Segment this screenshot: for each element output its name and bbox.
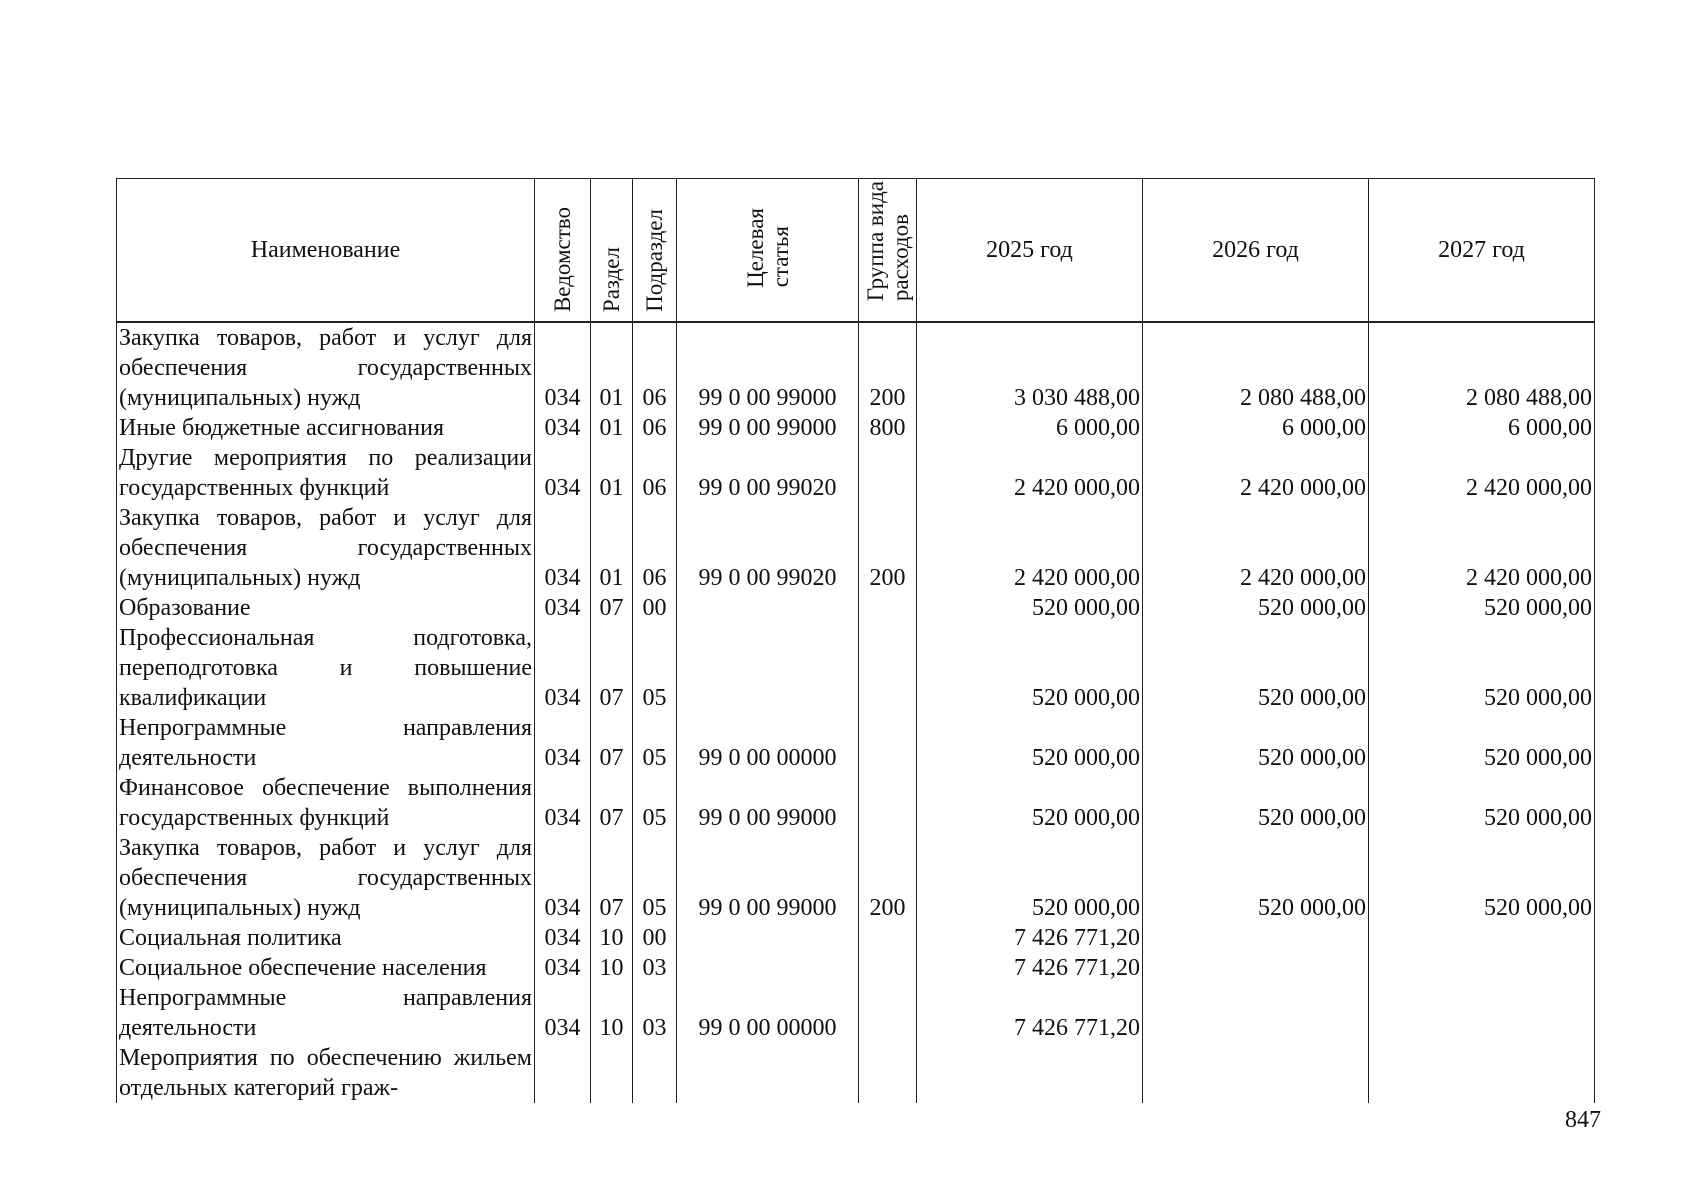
- header-row: [117, 179, 1595, 323]
- cell-name: Закупка товаров, работ и услуг для обеспечения государственных (муниципальных) нужд: [117, 322, 535, 413]
- cell-subsection: 05: [633, 773, 677, 833]
- cell-2027: 520 000,00: [1369, 593, 1595, 623]
- cell-section: 10: [591, 923, 633, 953]
- cell-expense-group: [859, 953, 917, 983]
- header-2026: 2026 год: [1143, 179, 1369, 323]
- cell-2027: 2 420 000,00: [1369, 443, 1595, 503]
- cell-target-article: [677, 923, 859, 953]
- cell-expense-group: [859, 623, 917, 713]
- header-expense-group: Группа видарасходов: [859, 179, 917, 323]
- cell-2025: 7 426 771,20: [917, 923, 1143, 953]
- cell-subsection: 05: [633, 833, 677, 923]
- cell-2026: [1143, 953, 1369, 983]
- cell-name: Профессиональная подготовка, переподготовка и повышение квалификации: [117, 623, 535, 713]
- header-name: Наименование: [117, 179, 535, 323]
- cell-section: 10: [591, 953, 633, 983]
- page-number: 847: [1565, 1107, 1601, 1133]
- cell-2025: 520 000,00: [917, 713, 1143, 773]
- cell-target-article: [677, 623, 859, 713]
- cell-subsection: 03: [633, 953, 677, 983]
- cell-2027: 2 420 000,00: [1369, 503, 1595, 593]
- table-row: [117, 593, 1595, 623]
- budget-table: [116, 178, 1595, 1103]
- cell-subsection: [633, 1043, 677, 1103]
- cell-department: 034: [535, 713, 591, 773]
- cell-name: Непрограммные направления деятельности: [117, 983, 535, 1043]
- cell-section: 01: [591, 443, 633, 503]
- cell-expense-group: [859, 983, 917, 1043]
- cell-2026: [1143, 923, 1369, 953]
- cell-2026: 6 000,00: [1143, 413, 1369, 443]
- cell-subsection: 06: [633, 443, 677, 503]
- header-section: Раздел: [591, 179, 633, 323]
- cell-expense-group: [859, 593, 917, 623]
- table-row: [117, 713, 1595, 773]
- cell-2025: 2 420 000,00: [917, 503, 1143, 593]
- cell-section: 01: [591, 322, 633, 413]
- cell-name: Закупка товаров, работ и услуг для обеспечения государственных (муниципальных) нужд: [117, 833, 535, 923]
- cell-expense-group: 200: [859, 322, 917, 413]
- header-department: Ведомство: [535, 179, 591, 323]
- cell-name: Финансовое обеспечение выполнения государственных функций: [117, 773, 535, 833]
- table-row: [117, 623, 1595, 713]
- header-target-article: Целеваястатья: [677, 179, 859, 323]
- cell-expense-group: [859, 443, 917, 503]
- cell-subsection: 06: [633, 503, 677, 593]
- cell-section: [591, 1043, 633, 1103]
- cell-target-article: 99 0 00 00000: [677, 713, 859, 773]
- header-2025: 2025 год: [917, 179, 1143, 323]
- cell-2025: 3 030 488,00: [917, 322, 1143, 413]
- cell-department: 034: [535, 923, 591, 953]
- cell-department: 034: [535, 953, 591, 983]
- cell-department: 034: [535, 593, 591, 623]
- table-row: [117, 413, 1595, 443]
- cell-expense-group: [859, 713, 917, 773]
- cell-2026: [1143, 1043, 1369, 1103]
- cell-2025: 6 000,00: [917, 413, 1143, 443]
- cell-2025: [917, 1043, 1143, 1103]
- cell-subsection: 05: [633, 713, 677, 773]
- table-row: [117, 983, 1595, 1043]
- cell-expense-group: 800: [859, 413, 917, 443]
- cell-2025: 7 426 771,20: [917, 953, 1143, 983]
- cell-section: 07: [591, 713, 633, 773]
- cell-department: 034: [535, 983, 591, 1043]
- cell-target-article: [677, 953, 859, 983]
- cell-subsection: 03: [633, 983, 677, 1043]
- cell-name: Образование: [117, 593, 535, 623]
- cell-2027: 520 000,00: [1369, 623, 1595, 713]
- cell-name: Социальное обеспечение населения: [117, 953, 535, 983]
- cell-2025: 520 000,00: [917, 833, 1143, 923]
- header-2027: 2027 год: [1369, 179, 1595, 323]
- table-row: [117, 773, 1595, 833]
- cell-subsection: 05: [633, 623, 677, 713]
- cell-subsection: 00: [633, 923, 677, 953]
- cell-target-article: 99 0 00 00000: [677, 983, 859, 1043]
- cell-name: Мероприятия по обеспечению жильем отдельных категорий граж-: [117, 1043, 535, 1103]
- cell-2027: 2 080 488,00: [1369, 322, 1595, 413]
- cell-2027: [1369, 983, 1595, 1043]
- table-row: [117, 322, 1595, 413]
- cell-section: 07: [591, 623, 633, 713]
- cell-subsection: 06: [633, 413, 677, 443]
- table-body: [117, 322, 1595, 1103]
- table-row: [117, 503, 1595, 593]
- table-row: [117, 953, 1595, 983]
- cell-section: 01: [591, 503, 633, 593]
- cell-target-article: 99 0 00 99020: [677, 503, 859, 593]
- cell-target-article: 99 0 00 99000: [677, 833, 859, 923]
- cell-2025: 520 000,00: [917, 773, 1143, 833]
- cell-2026: 520 000,00: [1143, 623, 1369, 713]
- table-row: [117, 1043, 1595, 1103]
- cell-name: Непрограммные направления деятельности: [117, 713, 535, 773]
- cell-department: 034: [535, 503, 591, 593]
- cell-section: 07: [591, 833, 633, 923]
- cell-target-article: 99 0 00 99000: [677, 322, 859, 413]
- cell-subsection: 06: [633, 322, 677, 413]
- cell-2025: 520 000,00: [917, 623, 1143, 713]
- cell-name: Другие мероприятия по реализации государственных функций: [117, 443, 535, 503]
- cell-department: 034: [535, 833, 591, 923]
- cell-target-article: [677, 1043, 859, 1103]
- cell-department: 034: [535, 623, 591, 713]
- cell-expense-group: 200: [859, 833, 917, 923]
- cell-expense-group: 200: [859, 503, 917, 593]
- cell-2025: 520 000,00: [917, 593, 1143, 623]
- cell-2027: [1369, 923, 1595, 953]
- cell-department: 034: [535, 413, 591, 443]
- cell-2026: 2 420 000,00: [1143, 443, 1369, 503]
- cell-2025: 7 426 771,20: [917, 983, 1143, 1043]
- cell-2027: 6 000,00: [1369, 413, 1595, 443]
- cell-2026: 520 000,00: [1143, 713, 1369, 773]
- cell-section: 07: [591, 773, 633, 833]
- cell-target-article: 99 0 00 99000: [677, 413, 859, 443]
- cell-expense-group: [859, 1043, 917, 1103]
- cell-department: [535, 1043, 591, 1103]
- cell-2026: 2 420 000,00: [1143, 503, 1369, 593]
- cell-2027: [1369, 1043, 1595, 1103]
- cell-2026: 2 080 488,00: [1143, 322, 1369, 413]
- cell-target-article: 99 0 00 99000: [677, 773, 859, 833]
- table-row: [117, 833, 1595, 923]
- cell-name: Социальная политика: [117, 923, 535, 953]
- cell-section: 01: [591, 413, 633, 443]
- cell-2026: 520 000,00: [1143, 593, 1369, 623]
- cell-department: 034: [535, 773, 591, 833]
- cell-2026: 520 000,00: [1143, 833, 1369, 923]
- table-row: [117, 443, 1595, 503]
- cell-2027: 520 000,00: [1369, 713, 1595, 773]
- cell-target-article: 99 0 00 99020: [677, 443, 859, 503]
- cell-2026: 520 000,00: [1143, 773, 1369, 833]
- header-subsection: Подраздел: [633, 179, 677, 323]
- cell-2025: 2 420 000,00: [917, 443, 1143, 503]
- cell-section: 10: [591, 983, 633, 1043]
- cell-name: Иные бюджетные ассигнования: [117, 413, 535, 443]
- cell-2027: 520 000,00: [1369, 773, 1595, 833]
- cell-department: 034: [535, 443, 591, 503]
- cell-subsection: 00: [633, 593, 677, 623]
- cell-section: 07: [591, 593, 633, 623]
- cell-2027: [1369, 953, 1595, 983]
- cell-expense-group: [859, 923, 917, 953]
- cell-2026: [1143, 983, 1369, 1043]
- cell-target-article: [677, 593, 859, 623]
- cell-expense-group: [859, 773, 917, 833]
- cell-department: 034: [535, 322, 591, 413]
- cell-2027: 520 000,00: [1369, 833, 1595, 923]
- cell-name: Закупка товаров, работ и услуг для обеспечения государственных (муниципальных) нужд: [117, 503, 535, 593]
- table-row: [117, 923, 1595, 953]
